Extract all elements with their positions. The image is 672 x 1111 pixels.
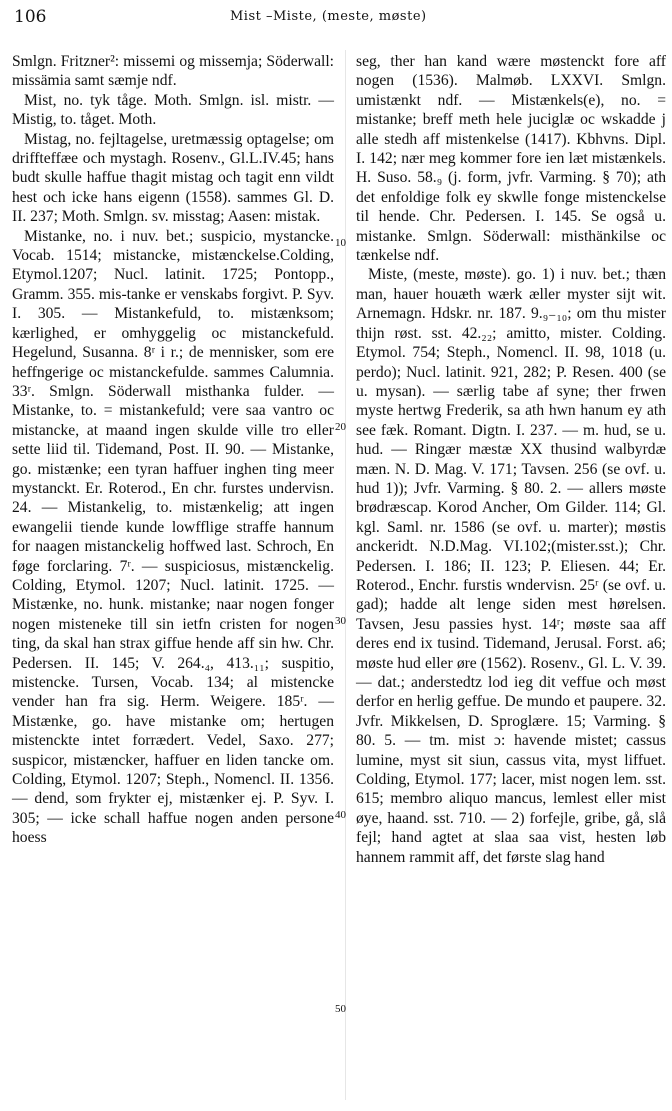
entry-paragraph: Mist, no. tyk tåge. Moth. Smlgn. isl. mistr. — Mistig, to. tåget. Moth. xyxy=(12,91,334,129)
running-head: Mist –Miste, (meste, møste) xyxy=(230,9,427,24)
left-column xyxy=(12,52,334,848)
entry-paragraph: Mistanke, no. i nuv. bet.; suspicio, mystancke. Vocab. 1514; mistancke, mistænckelse.Colding, Etymol.1207; Nucl. latinit. 1725; Pontopp., Gramm. 355. mis-tanke er venskabs forgivt. P. Syv. I. 305. — Mistankefuld, to. mistænksom; kærlighed, er omhyggelig oc mistanckefuld. Hegelund, Susanna. 8ʳ i r.; de mennisker, som ere heffngerige oc mistanckefulde. sammes Calumnia. 33ʳ. Smlgn. Söderwall misthanka fulder. — Mistanke, to. = mistankefuld; vere saa vantro oc mistancke, at maand ingen skulde ville tro eller sette liid til. Tidemand, Post. II. 90. — Mistanke, go. mistænke; een tyran haffuer inghen ting meer mystanckt. Er. Roterod., En chr. furstes undervisn. 24. — Mistankelig, to. mistænkelig; att ingen ewangelii tiende kunde lowfflige straffe hannum for naagen mistanckelig hoffwed last. Schroch, En føge forclaring. 7ʳ. — suspiciosus, mistænckelig. Colding, Etymol. 1207; Nucl. latinit. 1725. — Mistænke, no. hunk. mistanke; naar nogen fonger nogen misteneke till sin ietfn cristen for nogen ting, da skal han strax giffue hende aff sin hw. Chr. Pedersen. II. 145; V. 264.₄, 413.₁₁; suspitio, mistencke. Tursen, Vocab. 134; al mistencke vender han fra sig. Herm. Weigere. 185ʳ. — Mistænke, go. have mistanke om; hertugen mistenckte intet forrædert. Vedel, Saxo. 277; suspicor, mistæncker, haffuer en liden tancke om. Colding, Etymol. 1207; Steph., Nomencl. II. 1356. — dend, som frykter ej, mistænker ej. P. Syv. I. 305; — icke schall haffue nogen anden persone hoess xyxy=(12,227,334,847)
entry-paragraph: Miste, (meste, møste). go. 1) i nuv. bet.; thæn man, hauer houæth wærk æller myster sijt wit. Arnemagn. Hdskr. nr. 187. 9.₉₋₁₀; om thu mister thijn røst. sst. 42.₂₂; amitto, mister. Colding. Etymol. 754; Steph., Nomencl. II. 98, 1018 (u. perdo); Nucl. latinit. 921, 282; P. Resen. 400 (se u. mysan). — særlig tabe af syne; ther frwen myste hertwg Frederik, sa ath hwn hanum ey ath see fæk. Romant. Digtn. I. 237. — m. hud, se u. hud. — Ringær mæstæ XX thusind walbyrdæ mæn. N. D. Mag. V. 171; Tavsen. 256 (se ovf. u. hud 1)); Jvfr. Varming. § 80. 2. — allers møste brødræscap. Korod Ancher, Om Gilder. 114; Gl. kgl. Saml. nr. 1586 (se ovf. u. marter); møstis anckeridt. N.D.Mag. VI.102;(mister.sst.); Chr. Pedersen. I. 186; II. 123; P. Eliesen. 44; Er. Roterod., Enchr. furstis wndervisn. 25ʳ (se ovf. u. gad); hadde alt lenge siden mest hørelsen. Tavsen, Jesu passies hyst. 14ʳ; møste saa aff deres end ix tusind. Tidemand, Jerusal. Forst. a6; møste hud eller øre (1562). Rosenv., Gl. L. V. 39. — dat.; anderstedtz lod ieg dit veffue och møst derfor en herlig geffue. De mundo et paupere. 32. Jvfr. Mikkelsen, D. Sproglære. 15; Varming. § 80. 5. — tm. mist ɔ: havende mistet; cassus lumine, myst sit siun, cassus vita, myst liffuet. Colding, Etymol. 177; lacer, mist nogen lem. sst. 615; membro aliquo mancus, lemlest eller mist øye, haand. sst. 710. — 2) forfejle, gribe, gå, slå fejl; hand agtet at slaa saa vist, hesten løb hannem rammit aff, det første slag hand xyxy=(356,266,666,866)
page-header xyxy=(0,6,672,28)
entry-paragraph: seg, ther han kand wære møstenckt fore aff nogen (1536). Malmøb. LXXVI. Smlgn. umistænkt ndf. — Mistænkels(e), no. = mistanke; breff meth hele juciglæ oc wskadde j alle stedh aff mistenkelse (1417). Kbhvns. Dipl. I. 142; nær meg kommer fore ien læt mistænkels. H. Suso. 58.₉ (j. form, jvfr. Varming. § 70); ath det enfoldige folk ey skwlle fonge mistenckelse til hende. Chr. Pedersen. I. 145. Se også u. mistanke. Smlgn. Söderwall: misthänkilse oc tænkelse ndf. xyxy=(356,53,666,265)
line-number: 50 xyxy=(335,1003,346,1015)
entry-paragraph: Mistag, no. fejltagelse, uretmæssig optagelse; om driffteffæe och mystagh. Rosenv., Gl.L.IV.45; hans budt skulle haffue thagit mistag och tagit enn vildt hest och icke hans eigenn (1558). sammes Gl. D. II. 237; Moth. Smlgn. sv. misstag; Aasen: mistak. xyxy=(12,130,334,226)
column-gutter xyxy=(345,50,346,1100)
entry-paragraph: Smlgn. Fritzner²: missemi og missemja; Söderwall: missämia samt sæmje ndf. xyxy=(12,53,334,90)
line-number: 20 xyxy=(335,421,346,433)
line-number: 10 xyxy=(335,237,346,249)
line-number: 40 xyxy=(335,809,346,821)
page-number: 106 xyxy=(14,7,47,27)
line-number: 30 xyxy=(335,615,346,627)
right-column xyxy=(356,52,666,867)
